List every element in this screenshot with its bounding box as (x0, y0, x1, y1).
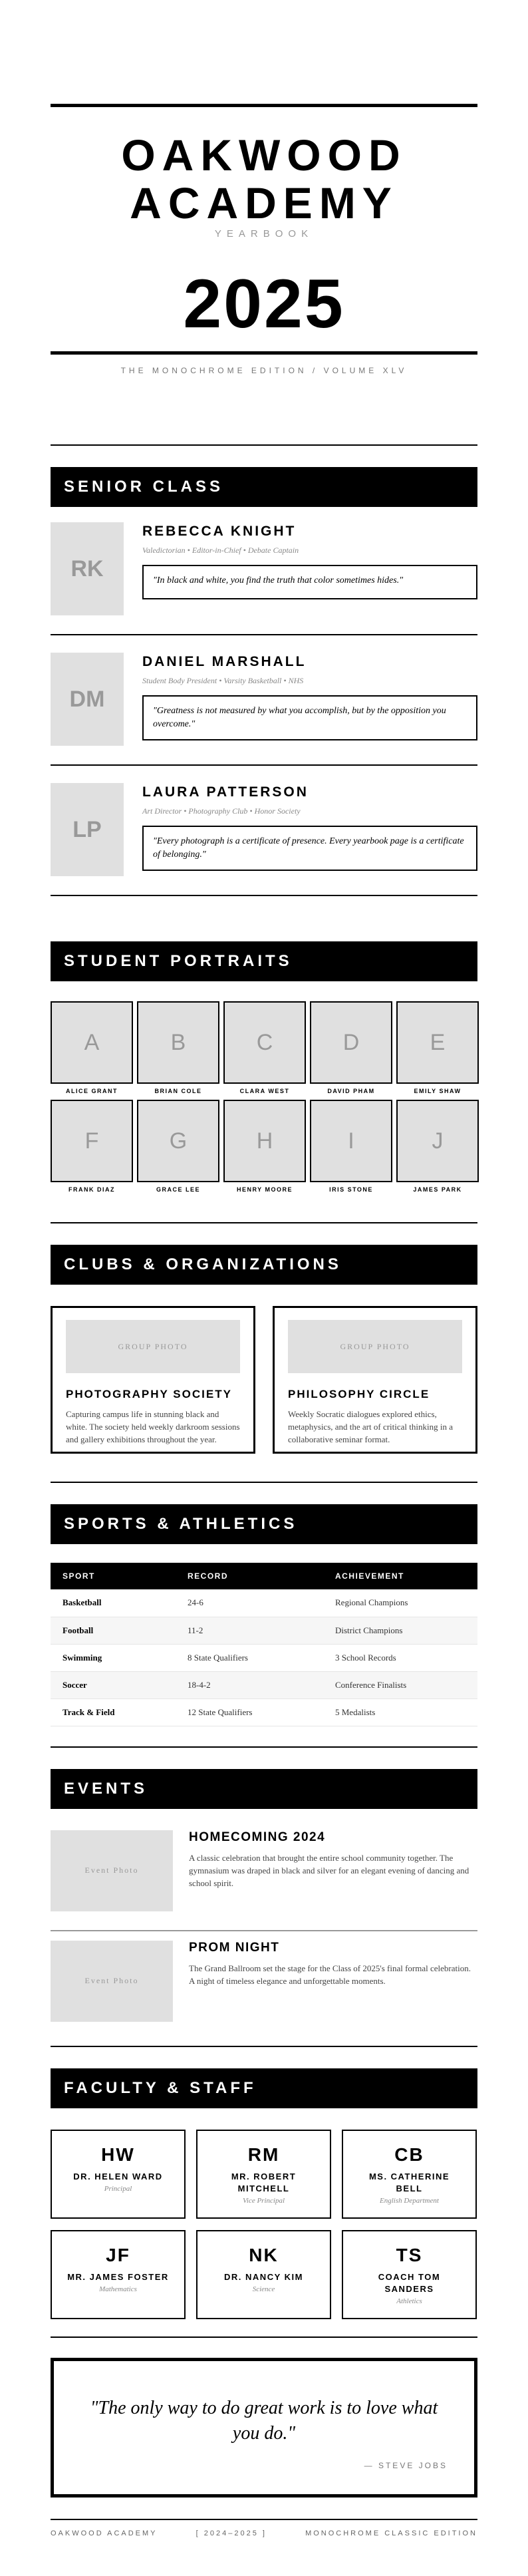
column-header-achievement: ACHIEVEMENT (323, 1563, 477, 1589)
portrait-grid (51, 1001, 477, 1193)
portrait-placeholder: H (223, 1100, 306, 1182)
club-card (51, 1306, 255, 1454)
club-cards (51, 1306, 477, 1454)
club-card (273, 1306, 477, 1454)
section-heading: SPORTS & ATHLETICS (51, 1504, 477, 1544)
club-description: Capturing campus life in stunning black and white. The society held weekly darkroom sessions and gallery exhibitions throughout the year. (66, 1409, 240, 1444)
senior-roles: Art Director • Photography Club • Honor Society (142, 806, 301, 816)
event-title: HOMECOMING 2024 (189, 1830, 326, 1844)
column-header-sport: SPORT (51, 1563, 176, 1589)
portrait-name: ALICE GRANT (66, 1088, 118, 1094)
club-name: PHOTOGRAPHY SOCIETY (66, 1388, 232, 1400)
closing-quote-section (51, 2358, 477, 2497)
portrait-item (137, 1001, 219, 1094)
faculty-card (196, 2230, 331, 2319)
section-rule (51, 1482, 477, 1483)
section-rule (51, 2336, 477, 2338)
senior-class-section (51, 444, 477, 896)
faculty-card (51, 2130, 186, 2219)
faculty-name: MR. JAMES FOSTER (67, 2271, 169, 2282)
faculty-initials: RM (247, 2144, 280, 2165)
senior-quote: "Every photograph is a certificate of presence. Every yearbook page is a certificate of belonging." (142, 826, 477, 871)
portrait-name: FRANK DIAZ (68, 1186, 115, 1193)
record-cell: 12 State Qualifiers (176, 1698, 323, 1726)
faculty-card (51, 2230, 186, 2319)
top-rule (51, 104, 477, 107)
faculty-name: DR. HELEN WARD (73, 2171, 163, 2181)
portrait-placeholder: G (137, 1100, 219, 1182)
portrait-name: EMILY SHAW (414, 1088, 462, 1094)
sports-table (51, 1563, 477, 1726)
portrait-name: BRIAN COLE (154, 1088, 202, 1094)
faculty-name: MS. CATHERINE BELL (368, 2171, 450, 2193)
edition-label: THE MONOCHROME EDITION / VOLUME XLV (120, 366, 408, 375)
record-cell: 8 State Qualifiers (176, 1644, 323, 1671)
senior-roles: Valedictorian • Editor-in-Chief • Debate Captain (142, 546, 299, 555)
faculty-section (51, 2068, 477, 2338)
table-row (51, 1589, 477, 1617)
record-cell: 24-6 (176, 1589, 323, 1617)
portrait-item (310, 1001, 392, 1094)
section-heading: EVENTS (51, 1769, 477, 1809)
sport-cell: Football (51, 1617, 176, 1644)
portrait-item (396, 1100, 479, 1193)
portrait-placeholder: A (51, 1001, 133, 1084)
footer-rule (51, 2519, 477, 2520)
event-title: PROM NIGHT (189, 1940, 280, 1955)
section-heading: CLUBS & ORGANIZATIONS (51, 1245, 477, 1285)
achievement-cell: Regional Champions (323, 1589, 477, 1617)
column-header-record: RECORD (176, 1563, 323, 1589)
senior-roles: Student Body President • Varsity Basketball • NHS (142, 676, 304, 685)
table-row (51, 1617, 477, 1644)
table-header-row (51, 1563, 477, 1589)
table-row (51, 1671, 477, 1698)
portrait-name: DAVID PHAM (327, 1088, 375, 1094)
achievement-cell: 5 Medalists (323, 1698, 477, 1726)
portrait-placeholder: F (51, 1100, 133, 1182)
faculty-card (342, 2130, 477, 2219)
table-row (51, 1644, 477, 1671)
yearbook-subtitle: YEARBOOK (214, 228, 314, 240)
portrait-placeholder: I (310, 1100, 392, 1182)
section-heading: FACULTY & STAFF (51, 2068, 477, 2108)
club-photo-placeholder: GROUP PHOTO (66, 1320, 240, 1373)
faculty-card (342, 2230, 477, 2319)
faculty-initials: NK (249, 2244, 279, 2265)
faculty-initials: TS (396, 2244, 423, 2265)
faculty-name: COACH TOM SANDERS (378, 2271, 441, 2294)
senior-name: DANIEL MARSHALL (142, 654, 307, 669)
event-divider (51, 1930, 477, 1931)
portrait-item (223, 1100, 306, 1193)
masthead-bottom-rule (51, 351, 477, 355)
achievement-cell: District Champions (323, 1617, 477, 1644)
faculty-role: Mathematics (99, 2285, 137, 2293)
senior-name: REBECCA KNIGHT (142, 524, 297, 539)
portrait-placeholder: C (223, 1001, 306, 1084)
portrait-name: HENRY MOORE (236, 1186, 293, 1193)
event-item (51, 1941, 477, 2022)
senior-divider (51, 634, 477, 635)
clubs-section (51, 1245, 477, 1483)
quote-text: "The only way to do great work is to love what you do." (90, 2397, 438, 2444)
portrait-placeholder: J (396, 1100, 479, 1182)
club-photo-placeholder: GROUP PHOTO (288, 1320, 462, 1373)
portrait-item (51, 1100, 133, 1193)
senior-photo-placeholder: LP (51, 783, 124, 876)
yearbook-year: 2025 (183, 265, 345, 343)
portrait-name: JAMES PARK (413, 1186, 462, 1193)
masthead (51, 0, 477, 375)
sport-cell: Track & Field (51, 1698, 176, 1726)
portrait-item (51, 1001, 133, 1094)
section-rule (51, 2046, 477, 2047)
portrait-placeholder: D (310, 1001, 392, 1084)
title-line-1: OAKWOOD (121, 130, 407, 180)
section-rule (51, 1746, 477, 1748)
event-description: The Grand Ballroom set the stage for the Class of 2025's final formal celebration. A night of timeless elegance and unforgettable moments. (189, 1963, 471, 1986)
achievement-cell: Conference Finalists (323, 1671, 477, 1698)
event-photo-placeholder: Event Photo (51, 1941, 173, 2022)
section-rule (51, 1222, 477, 1223)
senior-quote: "In black and white, you find the truth that color sometimes hides." (142, 565, 477, 599)
senior-photo-placeholder: RK (51, 522, 124, 615)
portrait-name: GRACE LEE (156, 1186, 200, 1193)
sport-cell: Basketball (51, 1589, 176, 1617)
quote-box (51, 2358, 477, 2497)
senior-quote: "Greatness is not measured by what you accomplish, but by the opposition you overcome." (142, 695, 477, 740)
senior-card (51, 783, 477, 876)
portrait-item (223, 1001, 306, 1094)
portrait-placeholder: B (137, 1001, 219, 1084)
portrait-item (310, 1100, 392, 1193)
senior-card (51, 653, 477, 746)
event-item (51, 1830, 477, 1911)
senior-name: LAURA PATTERSON (142, 784, 309, 800)
portrait-placeholder: E (396, 1001, 479, 1084)
faculty-role: English Department (380, 2196, 439, 2205)
achievement-cell: 3 School Records (323, 1644, 477, 1671)
title-line-2: ACADEMY (130, 178, 398, 228)
event-photo-placeholder: Event Photo (51, 1830, 173, 1911)
portrait-item (396, 1001, 479, 1094)
sports-section (51, 1504, 477, 1748)
faculty-role: Principal (104, 2184, 132, 2193)
club-name: PHILOSOPHY CIRCLE (288, 1388, 430, 1400)
club-description: Weekly Socratic dialogues explored ethics, metaphysics, and the art of critical thinking in a collaborative seminar format. (288, 1409, 454, 1444)
faculty-role: Science (252, 2285, 275, 2293)
record-cell: 18-4-2 (176, 1671, 323, 1698)
portrait-name: CLARA WEST (239, 1088, 290, 1094)
faculty-card (196, 2130, 331, 2219)
faculty-initials: HW (101, 2144, 135, 2165)
section-rule (51, 444, 477, 446)
faculty-grid (51, 2130, 477, 2319)
section-heading: SENIOR CLASS (51, 467, 477, 507)
faculty-initials: JF (106, 2244, 130, 2265)
footer-years: [ 2024–2025 ] (196, 2529, 267, 2537)
faculty-initials: CB (394, 2144, 424, 2165)
sport-cell: Soccer (51, 1671, 176, 1698)
footer-school: OAKWOOD ACADEMY (51, 2529, 158, 2537)
senior-photo-placeholder: DM (51, 653, 124, 746)
faculty-name: DR. NANCY KIM (224, 2271, 303, 2282)
event-description: A classic celebration that brought the entire school community together. The gymnasium was draped in black and silver for an elegant evening of dancing and school spirit. (189, 1852, 469, 1888)
portraits-section (51, 941, 477, 1223)
senior-card (51, 522, 477, 615)
section-rule (51, 895, 477, 896)
portrait-item (137, 1100, 219, 1193)
portrait-name: IRIS STONE (329, 1186, 373, 1193)
record-cell: 11-2 (176, 1617, 323, 1644)
quote-author: — STEVE JOBS (364, 2460, 448, 2470)
footer-bar (51, 2529, 477, 2537)
footer-edition: MONOCHROME CLASSIC EDITION (305, 2529, 477, 2537)
faculty-role: Athletics (396, 2297, 422, 2305)
faculty-name: MR. ROBERT MITCHELL (231, 2171, 297, 2193)
table-row (51, 1698, 477, 1726)
section-heading: STUDENT PORTRAITS (51, 941, 477, 981)
school-title (51, 131, 477, 227)
footer (51, 2519, 477, 2537)
faculty-role: Vice Principal (242, 2196, 285, 2205)
events-section (51, 1769, 477, 2047)
sport-cell: Swimming (51, 1644, 176, 1671)
senior-divider (51, 764, 477, 766)
